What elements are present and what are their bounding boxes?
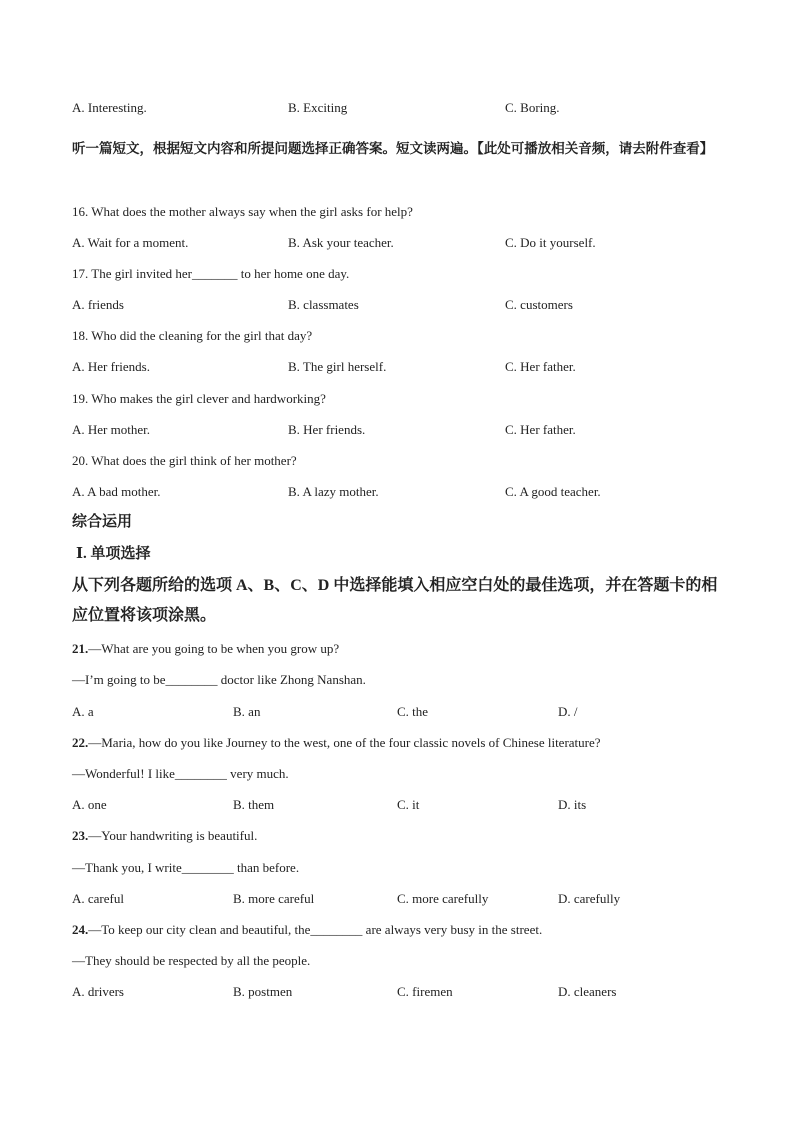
q18-option-a: A. Her friends.	[72, 359, 150, 374]
q23-option-c: C. more carefully	[397, 891, 489, 906]
question-20: 20. What does the girl think of her mother?	[72, 453, 297, 468]
answer-24: —They should be respected by all the people.	[72, 953, 311, 968]
option-a: A. Interesting.	[72, 100, 147, 115]
answer-22: —Wonderful! I like________ very much.	[72, 766, 289, 781]
question-18: 18. Who did the cleaning for the girl that day?	[72, 328, 313, 343]
q16-option-b: B. Ask your teacher.	[288, 235, 394, 250]
q21-option-c: C. the	[397, 704, 429, 719]
question-text: —Maria, how do you like Journey to the west, one of the four classic novels of Chinese literature?	[88, 735, 601, 750]
answer-23: —Thank you, I write________ than before.	[72, 860, 300, 875]
q17-option-b: B. classmates	[288, 297, 359, 312]
q19-option-b: B. Her friends.	[288, 422, 366, 437]
question-number: 23.	[72, 828, 89, 843]
q21-option-d: D. /	[558, 704, 578, 719]
option-c: C. Boring.	[505, 100, 560, 115]
q18-option-c: C. Her father.	[505, 359, 576, 374]
question-24	[72, 922, 542, 938]
q17-option-a: A. friends	[72, 297, 124, 312]
section-title: 综合运用	[72, 514, 133, 530]
question-23	[72, 828, 257, 844]
q19-option-a: A. Her mother.	[72, 422, 150, 437]
q21-option-b: B. an	[233, 704, 261, 719]
q16-option-c: C. Do it yourself.	[505, 235, 596, 250]
question-text: —What are you going to be when you grow up?	[88, 641, 340, 656]
question-text: —Your handwriting is beautiful.	[88, 828, 258, 843]
question-16: 16. What does the mother always say when the girl asks for help?	[72, 204, 413, 219]
q22-option-b: B. them	[233, 797, 275, 812]
q17-option-c: C. customers	[505, 297, 573, 312]
answer-21: —I’m going to be________ doctor like Zhong Nanshan.	[72, 672, 366, 687]
subsection-title: Ⅰ. 单项选择	[76, 546, 151, 562]
listening-instruction: 听一篇短文，根据短文内容和所提问题选择正确答案。短文读两遍。【此处可播放相关音频，请去附件查看】	[72, 141, 714, 156]
option-b: B. Exciting	[288, 100, 348, 115]
q20-option-b: B. A lazy mother.	[288, 484, 379, 499]
question-number: 22.	[72, 735, 89, 750]
q18-option-b: B. The girl herself.	[288, 359, 387, 374]
question-22	[72, 735, 601, 751]
question-number: 24.	[72, 922, 89, 937]
question-number: 21.	[72, 641, 89, 656]
q22-option-a: A. one	[72, 797, 107, 812]
question-17: 17. The girl invited her_______ to her home one day.	[72, 266, 350, 281]
q20-option-a: A. A bad mother.	[72, 484, 161, 499]
q19-option-c: C. Her father.	[505, 422, 576, 437]
mc-instruction-line-2: 应位置将该项涂黑。	[72, 607, 217, 624]
q24-option-c: C. firemen	[397, 984, 453, 999]
q22-option-c: C. it	[397, 797, 420, 812]
q20-option-c: C. A good teacher.	[505, 484, 601, 499]
q24-option-d: D. cleaners	[558, 984, 617, 999]
q22-option-d: D. its	[558, 797, 587, 812]
q21-option-a: A. a	[72, 704, 94, 719]
q24-option-b: B. postmen	[233, 984, 293, 999]
q23-option-b: B. more careful	[233, 891, 315, 906]
q16-option-a: A. Wait for a moment.	[72, 235, 189, 250]
mc-instruction-line-1: 从下列各题所给的选项 A、B、C、D 中选择能填入相应空白处的最佳选项，并在答题卡的相	[72, 577, 718, 594]
q23-option-d: D. carefully	[558, 891, 621, 906]
q24-option-a: A. drivers	[72, 984, 124, 999]
question-21	[72, 641, 339, 657]
question-19: 19. Who makes the girl clever and hardworking?	[72, 391, 326, 406]
question-text: —To keep our city clean and beautiful, the________ are always very busy in the street.	[88, 922, 543, 937]
q23-option-a: A. careful	[72, 891, 124, 906]
